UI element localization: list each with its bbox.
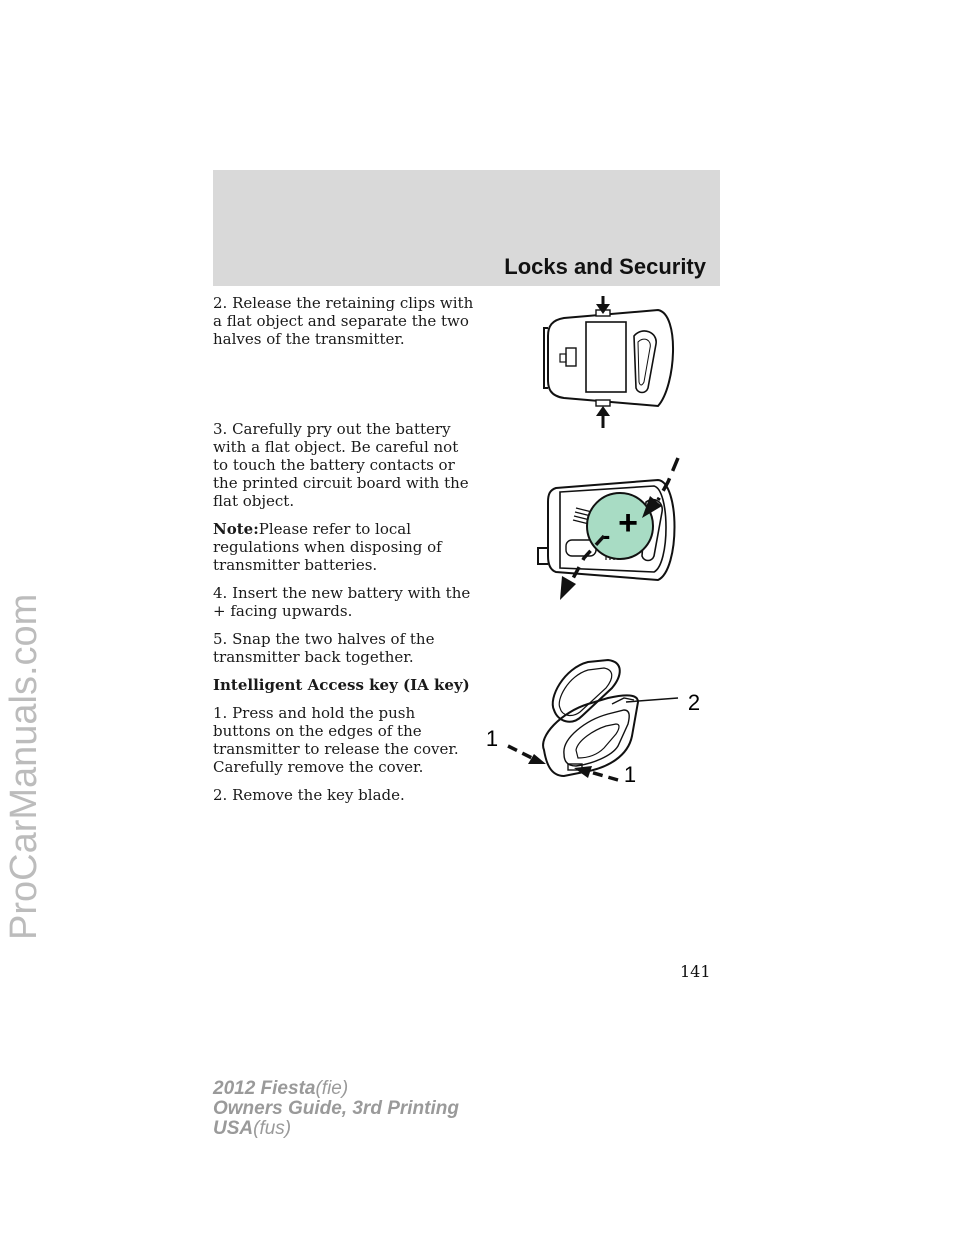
callout-1-bottom-label: 1 bbox=[623, 762, 637, 786]
footer-guide: Owners Guide, 3rd Printing bbox=[213, 1098, 459, 1119]
note-label: Note: bbox=[213, 520, 259, 538]
step-3-text: 3. Carefully pry out the battery with a flat object. Be careful not to touch the battery contacts or the printed circuit board with the flat object. bbox=[213, 420, 469, 510]
section-title: Locks and Security bbox=[504, 254, 706, 279]
ia-key-figure bbox=[478, 658, 718, 786]
ia-key-subheading: Intelligent Access key (IA key) bbox=[213, 676, 470, 694]
clip-arrow-bottom-icon bbox=[596, 406, 610, 428]
battery-minus-label: - bbox=[601, 520, 611, 550]
battery-plus-label: + bbox=[618, 504, 638, 542]
side-watermark: ProCarManuals.com bbox=[3, 593, 45, 940]
footer-model: 2012 Fiesta bbox=[213, 1078, 316, 1099]
section-header-band bbox=[213, 170, 720, 286]
battery-removal-figure bbox=[530, 452, 700, 604]
document-footer bbox=[213, 1079, 459, 1139]
footer-region-code: (fus) bbox=[253, 1118, 292, 1139]
footer-region: USA bbox=[213, 1118, 254, 1139]
step-4-text: 4. Insert the new battery with the + facing upwards. bbox=[213, 584, 471, 620]
note-paragraph bbox=[213, 520, 475, 574]
step-2-text: 2. Release the retaining clips with a flat object and separate the two halves of the transmitter. bbox=[213, 294, 474, 348]
page-number: 141 bbox=[680, 962, 711, 981]
note-text: Please refer to local regulations when disposing of transmitter batteries. bbox=[213, 520, 442, 574]
transmitter-clips-figure bbox=[530, 296, 690, 436]
callout-2-label: 2 bbox=[687, 690, 701, 715]
ia-step-2-text: 2. Remove the key blade. bbox=[213, 786, 405, 804]
callout-1-left-label: 1 bbox=[485, 726, 499, 751]
footer-model-code: (fie) bbox=[315, 1078, 349, 1099]
release-arrow-left-icon bbox=[508, 746, 546, 764]
step-5-text: 5. Snap the two halves of the transmitter back together. bbox=[213, 630, 435, 666]
instructions-column bbox=[213, 294, 475, 814]
ia-step-1-text: 1. Press and hold the push buttons on the edges of the transmitter to release the cover. Carefully remove the cover. bbox=[213, 704, 459, 776]
